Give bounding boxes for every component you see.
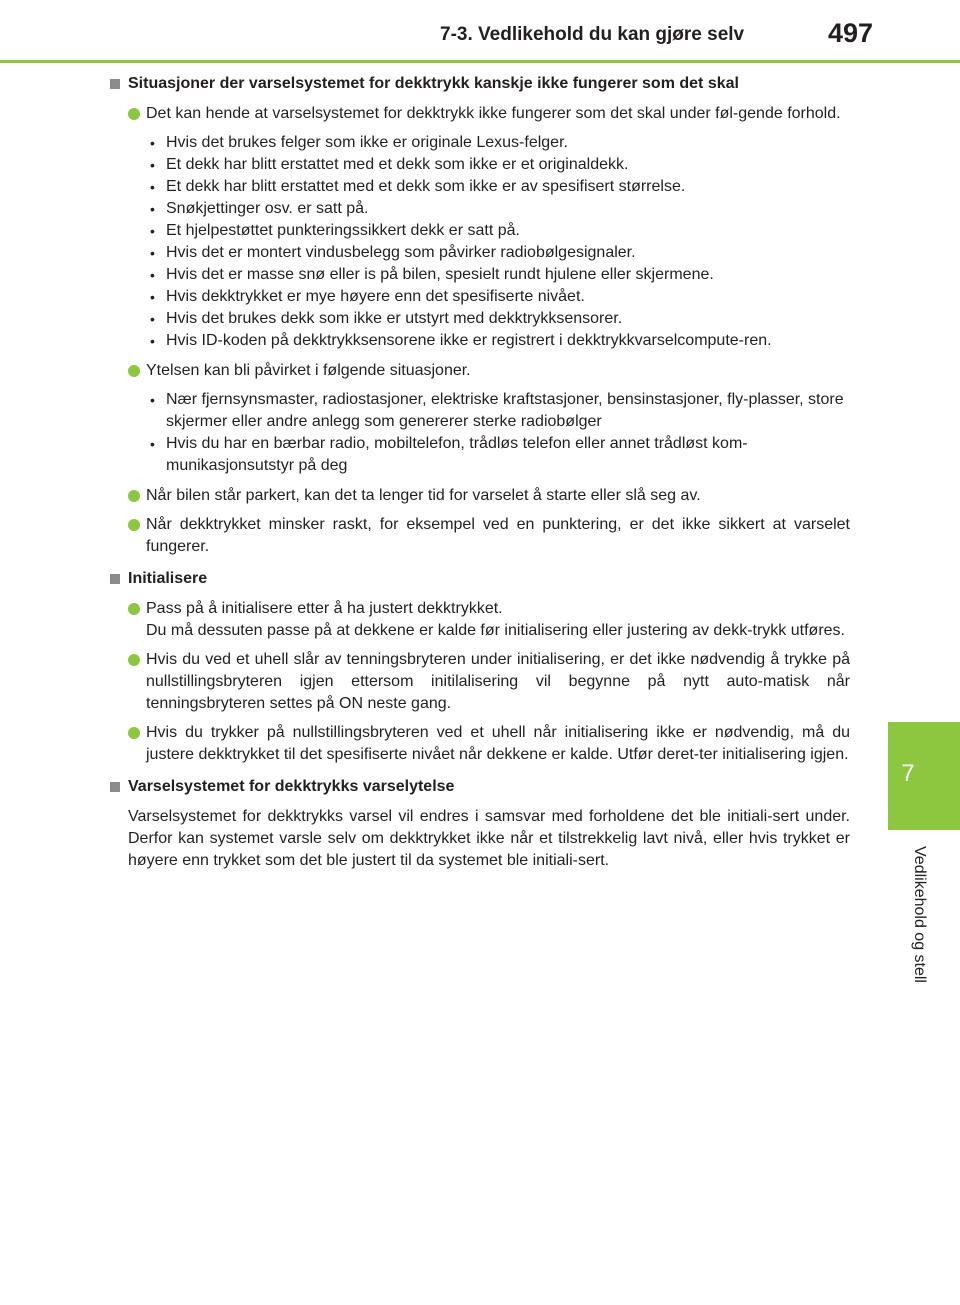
sub-bullet-icon: •	[150, 333, 155, 349]
sub-item-text: Et dekk har blitt erstattet med et dekk som ikke er av spesifisert størrelse.	[166, 178, 686, 195]
bullet-dot-icon	[128, 519, 140, 531]
body-paragraph: Varselsystemet for dekktrykks varsel vil endres i samsvar med forholdene det ble initiali-sert under. Derfor kan systemet varsle selv om dekktrykket ikke når et tilstrekkelig lavt nivå, eller hvis trykket er høyere enn trykket som det ble justert til da systemet ble initiali-sert.	[128, 808, 850, 869]
sub-bullet-icon: •	[150, 179, 155, 195]
sub-bullet-icon: •	[150, 135, 155, 151]
bullet-paragraph	[110, 485, 850, 507]
sub-list-item	[110, 242, 850, 264]
sub-list-item	[110, 220, 850, 242]
bullet-text: Når dekktrykket minsker raskt, for eksempel ved en punktering, er det ikke sikkert at varselet fungerer.	[146, 516, 850, 555]
bullet-paragraph	[110, 103, 850, 125]
sub-bullet-icon: •	[150, 201, 155, 217]
sub-item-text: Snøkjettinger osv. er satt på.	[166, 200, 369, 217]
bullet-dot-icon	[128, 727, 140, 739]
sub-item-text: Nær fjernsynsmaster, radiostasjoner, elektriske kraftstasjoner, bensinstasjoner, fly-plasser, store skjermer eller andre anlegg som genererer sterke radiobølger	[166, 391, 844, 430]
heading-square-icon	[110, 574, 120, 584]
heading-text: Initialisere	[128, 570, 208, 587]
page-content	[110, 73, 850, 880]
bullet-text: Pass på å initialisere etter å ha justert dekktrykket.	[146, 600, 503, 617]
sub-item-text: Hvis det er montert vindusbelegg som påvirker radiobølgesignaler.	[166, 244, 636, 261]
bullet-text: Du må dessuten passe på at dekkene er kalde før initialisering eller justering av dekk-trykk utføres.	[146, 622, 845, 639]
sub-list-item	[110, 308, 850, 330]
sub-list-item	[110, 286, 850, 308]
bullet-paragraph	[110, 598, 850, 642]
sub-bullet-icon: •	[150, 392, 155, 408]
sub-bullet-icon: •	[150, 157, 155, 173]
sub-item-text: Hvis ID-koden på dekktrykksensorene ikke er registrert i dekktrykkvarselcompute-ren.	[166, 332, 772, 349]
bullet-paragraph	[110, 514, 850, 558]
chapter-number: 7	[901, 760, 915, 787]
sub-list-item	[110, 264, 850, 286]
heading-text: Varselsystemet for dekktrykks varselytelse	[128, 778, 455, 795]
sub-item-text: Et dekk har blitt erstattet med et dekk som ikke er et originaldekk.	[166, 156, 629, 173]
bullet-paragraph	[110, 649, 850, 715]
heading-square-icon	[110, 79, 120, 89]
sub-bullet-icon: •	[150, 289, 155, 305]
sub-item-text: Hvis dekktrykket er mye høyere enn det spesifiserte nivået.	[166, 288, 585, 305]
sub-list	[110, 389, 850, 477]
section-heading	[110, 568, 850, 590]
bullet-text: Ytelsen kan bli påvirket i følgende situasjoner.	[146, 362, 471, 379]
sub-item-text: Hvis det brukes felger som ikke er originale Lexus-felger.	[166, 134, 568, 151]
heading-square-icon	[110, 782, 120, 792]
sub-item-text: Hvis det brukes dekk som ikke er utstyrt med dekktrykksensorer.	[166, 310, 623, 327]
bullet-dot-icon	[128, 108, 140, 120]
page-number: 497	[828, 18, 874, 48]
chapter-label: Vedlikehold og stell	[911, 846, 928, 983]
bullet-paragraph	[110, 360, 850, 382]
sub-item-text: Hvis det er masse snø eller is på bilen, spesielt rundt hjulene eller skjermene.	[166, 266, 714, 283]
bullet-dot-icon	[128, 365, 140, 377]
sub-bullet-icon: •	[150, 223, 155, 239]
sub-list-item	[110, 176, 850, 198]
sub-list-item	[110, 154, 850, 176]
sub-item-text: Et hjelpestøttet punkteringssikkert dekk er satt på.	[166, 222, 520, 239]
bullet-text: Det kan hende at varselsystemet for dekktrykk ikke fungerer som det skal under føl-gende forhold.	[146, 105, 841, 122]
section-title: 7-3. Vedlikehold du kan gjøre selv	[440, 24, 745, 45]
sub-bullet-icon: •	[150, 311, 155, 327]
header-divider	[0, 60, 960, 63]
bullet-text: Hvis du ved et uhell slår av tenningsbryteren under initialisering, er det ikke nødvendig å trykke på nullstillingsbryteren igjen ettersom initilalisering vil begynne på nytt auto-matisk når tenningsbryteren settes på ON neste gang.	[146, 651, 850, 712]
heading-text: Situasjoner der varselsystemet for dekktrykk kanskje ikke fungerer som det skal	[128, 75, 739, 92]
bullet-text: Hvis du trykker på nullstillingsbryteren ved et uhell når initialisering ikke er nødvendig, må du justere dekktrykket til det spesifiserte nivået når dekkene er kalde. Utfør deret-ter initialisering igjen.	[146, 724, 850, 763]
bullet-paragraph	[110, 722, 850, 766]
sub-bullet-icon: •	[150, 245, 155, 261]
chapter-tab	[888, 722, 960, 830]
sub-bullet-icon: •	[150, 436, 155, 452]
section-heading	[110, 73, 850, 95]
bullet-dot-icon	[128, 654, 140, 666]
bullet-dot-icon	[128, 603, 140, 615]
bullet-text: Når bilen står parkert, kan det ta lenger tid for varselet å starte eller slå seg av.	[146, 487, 701, 504]
sub-bullet-icon: •	[150, 267, 155, 283]
sub-item-text: Hvis du har en bærbar radio, mobiltelefon, trådløs telefon eller annet trådløst kom-munikasjonsutstyr på deg	[166, 435, 748, 474]
sub-list-item	[110, 330, 850, 352]
sub-list	[110, 132, 850, 352]
sub-list-item	[110, 389, 850, 433]
section-heading	[110, 776, 850, 798]
sub-list-item	[110, 433, 850, 477]
sub-list-item	[110, 198, 850, 220]
sub-list-item	[110, 132, 850, 154]
bullet-dot-icon	[128, 490, 140, 502]
